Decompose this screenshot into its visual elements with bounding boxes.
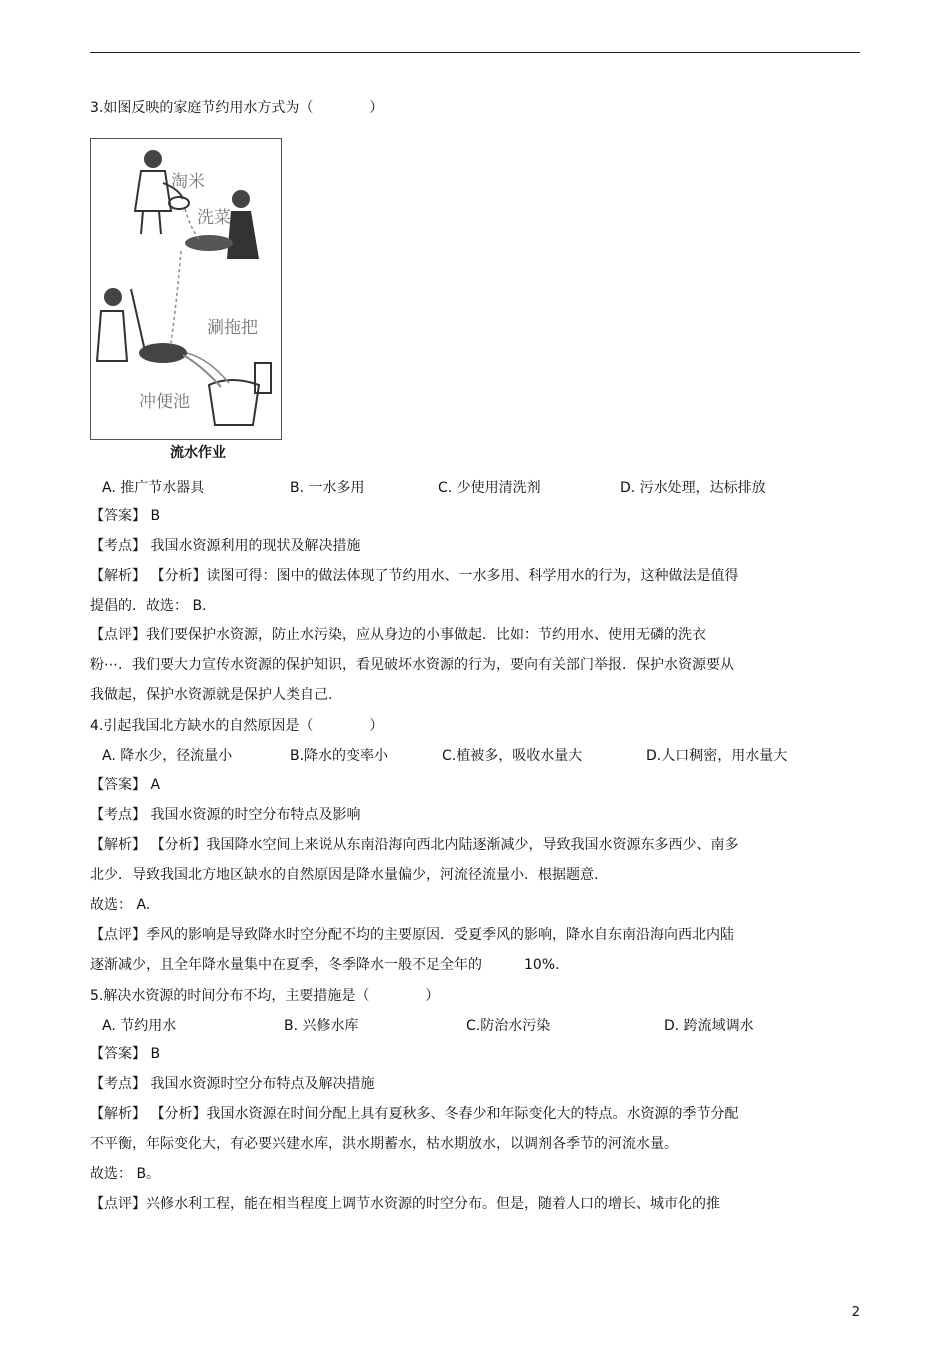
water-reuse-illustration (90, 138, 282, 440)
page-number: 2 (851, 1305, 860, 1320)
q5-stem: 5.解决水资源的时间分布不均，主要措施是（ ） (90, 988, 440, 1004)
label-rinse-mop: 涮拖把 (207, 318, 258, 338)
q5-analysis-line2: 不平衡，年际变化大，有必要兴建水库，洪水期蓄水，枯水期放水，以调剂各季节的河流水量。 (90, 1136, 678, 1152)
q5-analysis-line1: 【解析】 【分析】我国水资源在时间分配上具有夏秋多、冬春少和年际变化大的特点。水资源的季节分配 (90, 1106, 739, 1122)
q5-analysis-line3: 故选： B。 (90, 1166, 161, 1182)
q5-option-b: B. 兴修水库 (284, 1018, 359, 1034)
q4-analysis-line1: 【解析】 【分析】我国降水空间上来说从东南沿海向西北内陆逐渐减少，导致我国水资源东多西少、南多 (90, 837, 739, 853)
q4-option-d: D.人口稠密，用水量大 (646, 748, 788, 764)
label-wash-rice: 淘米 (171, 172, 205, 192)
q3-answer: 【答案】 B (90, 508, 161, 524)
q4-comment-line1: 【点评】季风的影响是导致降水时空分配不均的主要原因．受夏季风的影响，降水自东南沿海向西北内陆 (90, 927, 734, 943)
q3-analysis-line1: 【解析】 【分析】读图可得：图中的做法体现了节约用水、一水多用、科学用水的行为，这种做法是值得 (90, 568, 739, 584)
label-flush-toilet: 冲便池 (139, 392, 190, 412)
q5-option-a: A. 节约用水 (102, 1018, 177, 1034)
q3-comment-line1: 【点评】我们要保护水资源，防止水污染，应从身边的小事做起．比如：节约用水、使用无磷的洗衣 (90, 627, 706, 643)
q4-option-a: A. 降水少，径流量小 (102, 748, 233, 764)
label-wash-vegetables: 洗菜 (197, 208, 231, 228)
q4-point: 【考点】 我国水资源的时空分布特点及影响 (90, 807, 361, 823)
q3-option-a: A. 推广节水器具 (102, 480, 205, 496)
q5-option-d: D. 跨流域调水 (664, 1018, 754, 1034)
q4-answer: 【答案】 A (90, 777, 161, 793)
q3-analysis-line2: 提倡的．故选： B. (90, 598, 207, 614)
q5-comment-line1: 【点评】兴修水利工程，能在相当程度上调节水资源的时空分布。但是，随着人口的增长、城市化的推 (90, 1196, 720, 1212)
q3-stem: 3.如图反映的家庭节约用水方式为（ ） (90, 100, 384, 116)
header-rule (90, 52, 860, 53)
q3-option-c: C. 少使用清洗剂 (438, 480, 541, 496)
q4-option-b: B.降水的变率小 (290, 748, 389, 764)
figure-caption: 流水作业 (170, 445, 226, 461)
q4-analysis-line3: 故选： A. (90, 897, 151, 913)
q5-answer: 【答案】 B (90, 1046, 161, 1062)
q4-analysis-line2: 北少．导致我国北方地区缺水的自然原因是降水量偏少，河流径流量小．根据题意. (90, 867, 599, 883)
q3-comment-line2: 粉⋯．我们要大力宣传水资源的保护知识，看见破坏水资源的行为，要向有关部门举报．保护水资源要从 (90, 657, 734, 673)
q3-option-b: B. 一水多用 (290, 480, 365, 496)
q3-point: 【考点】 我国水资源利用的现状及解决措施 (90, 538, 361, 554)
q4-stem: 4.引起我国北方缺水的自然原因是（ ） (90, 718, 384, 734)
q4-option-c: C.植被多，吸收水量大 (442, 748, 583, 764)
q5-option-c: C.防治水污染 (466, 1018, 551, 1034)
q4-comment-line2: 逐渐减少，且全年降水量集中在夏季，冬季降水一般不足全年的 10%. (90, 957, 560, 973)
q3-comment-line3: 我做起，保护水资源就是保护人类自己. (90, 687, 333, 703)
q5-point: 【考点】 我国水资源时空分布特点及解决措施 (90, 1076, 375, 1092)
q3-option-d: D. 污水处理，达标排放 (620, 480, 766, 496)
